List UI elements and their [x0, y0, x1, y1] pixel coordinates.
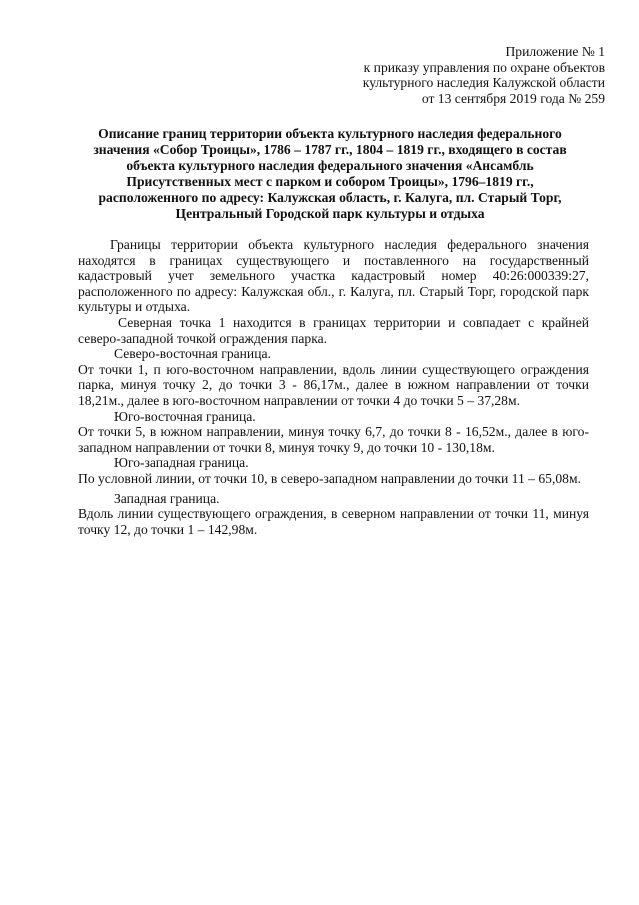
title-line: Присутственных мест с парком и собором Троицы», 1796–1819 гг.,	[126, 174, 534, 189]
appendix-header	[265, 44, 605, 106]
northeast-boundary-heading: Северо-восточная граница.	[114, 346, 271, 362]
northeast-boundary-text: От точки 1, п юго-восточном направлении, вдоль линии существующего ограждения парка, минуя точку 2, до точки 3 - 86,17м., далее в южном направлении от точки 18,21м., далее в юго-восточном направлении от точки 4 до точки 5 – 37,28м.	[78, 361, 589, 408]
appendix-date-line: от 13 сентября 2019 года № 259	[421, 90, 605, 106]
title-line: значения «Собор Троицы», 1786 – 1787 гг., 1804 – 1819 гг., входящего в состав	[93, 142, 567, 157]
document-title	[70, 126, 590, 222]
appendix-order-line: к приказу управления по охране объектов	[363, 59, 605, 75]
title-line: Описание границ территории объекта культурного наследия федерального	[98, 126, 562, 141]
document-body	[78, 237, 589, 537]
southwest-boundary-heading: Юго-западная граница.	[114, 455, 249, 471]
appendix-authority-line: культурного наследия Калужской области	[362, 75, 605, 90]
appendix-number: Приложение № 1	[505, 44, 605, 59]
southwest-boundary-text: По условной линии, от точки 10, в северо-западном направлении до точки 11 – 65,08м.	[78, 470, 581, 486]
southeast-boundary-heading: Юго-восточная граница.	[114, 408, 256, 424]
north-point-paragraph: Северная точка 1 находится в границах территории и совпадает с крайней северо-западной точкой ограждения парка.	[78, 314, 589, 346]
title-line: расположенного по адресу: Калужская область, г. Калуга, пл. Старый Торг,	[98, 190, 562, 205]
southeast-boundary-text: От точки 5, в южном направлении, минуя точку 6,7, до точки 8 - 16,52м., далее в юго-западном направлении от точки 8, минуя точку 9, до точки 10 - 130,18м.	[78, 424, 589, 455]
west-boundary-text: Вдоль линии существующего ограждения, в северном направлении от точки 11, минуя точку 12, до точки 1 – 142,98м.	[78, 506, 589, 537]
intro-paragraph: Границы территории объекта культурного наследия федерального значения находятся в границах существующего и поставленного на государственный кадастровый учет земельного участка кадастровый номер 40:26:000339:27, расположенного по адресу: Калужская обл., г. Калуга, пл. Старый Торг, городской парк культуры и отдыха.	[78, 237, 589, 315]
west-boundary-heading: Западная граница.	[114, 490, 220, 506]
title-line: Центральный Городской парк культуры и отдыха	[175, 206, 485, 221]
title-line: объекта культурного наследия федерального значения «Ансамбль	[126, 158, 534, 173]
